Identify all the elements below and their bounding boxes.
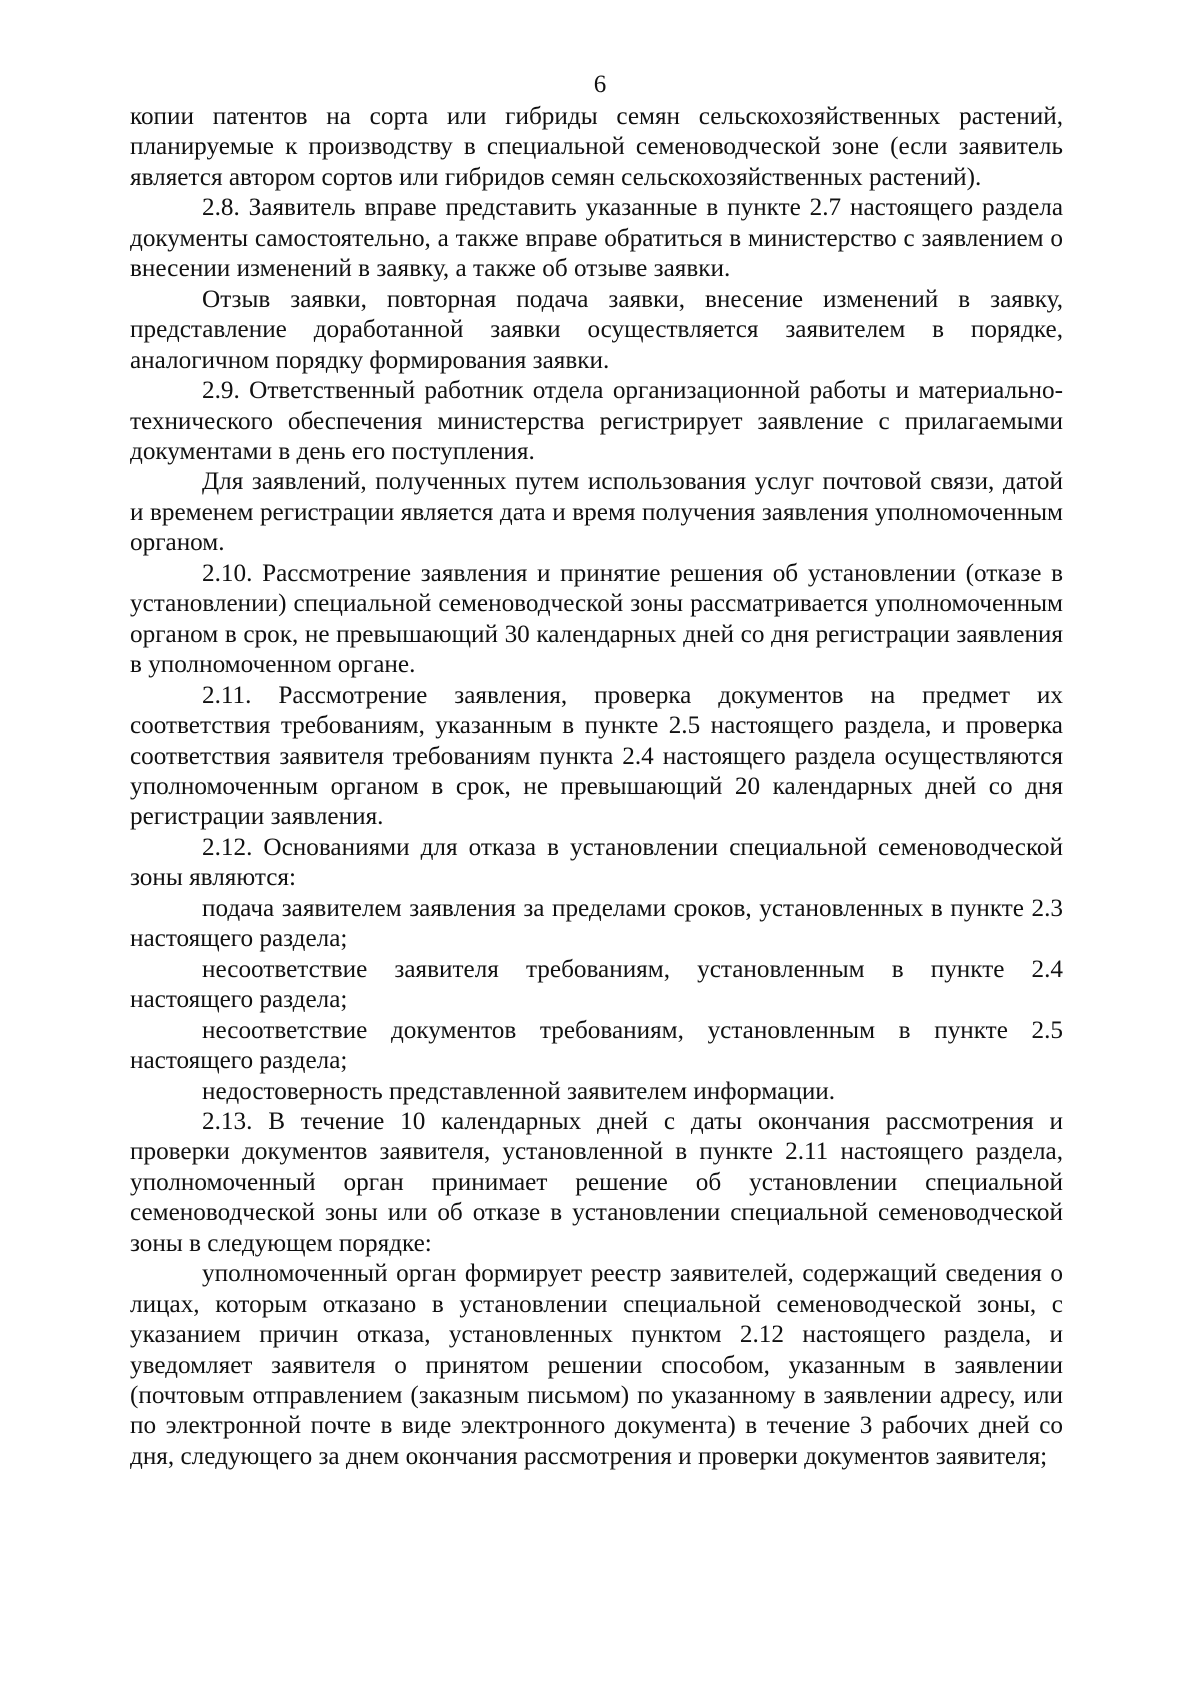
paragraph-2-12: 2.12. Основаниями для отказа в установлении специальной семеноводческой зоны являются: — [130, 833, 1063, 892]
list-item-false-information: недостоверность представленной заявителем информации. — [202, 1077, 836, 1105]
paragraph-2-11: 2.11. Рассмотрение заявления, проверка документов на предмет их соответствия требованиям, указанным в пункте 2.5 настоящего раздела, и проверка соответствия заявителя требованиям пункта 2.4 настоящего раздела осуществляются уполномоченным органом в срок, не превышающий 20 календарных дней со дня регистрации заявления. — [130, 681, 1063, 831]
paragraph-patent-copies: копии патентов на сорта или гибриды семян сельскохозяйственных растений, планируемые к производству в специальной семеноводческой зоне (если заявитель является автором сортов или гибридов семян сельскохозяйственных растений). — [130, 103, 1063, 191]
paragraph-registry-notification: уполномоченный орган формирует реестр заявителей, содержащий сведения о лицах, которым отказано в установлении специальной семеноводческой зоны, с указанием причин отказа, установленных пунктом 2.12 настоящего раздела, и уведомляет заявителя о принятом решении способом, указанным в заявлении (почтовым отправлением (заказным письмом) по указанному в заявлении адресу, или по электронной почте в виде электронного документа) в течение 3 рабочих дней со дня, следующего за днем окончания рассмотрения и проверки документов заявителя; — [130, 1260, 1063, 1470]
paragraph-2-9: 2.9. Ответственный работник отдела организационной работы и материально-технического обеспечения министерства регистрирует заявление с прилагаемыми документами в день его поступления. — [130, 377, 1063, 465]
paragraph-2-8: 2.8. Заявитель вправе представить указанные в пункте 2.7 настоящего раздела документы самостоятельно, а также вправе обратиться в министерство с заявлением о внесении изменений в заявку, а также об отзыве заявки. — [130, 194, 1063, 283]
paragraph-2-10: 2.10. Рассмотрение заявления и принятие решения об установлении (отказе в установлении) специальной семеноводческой зоны рассматривается уполномоченным органом в срок, не превышающий 30 календарных дней со дня регистрации заявления в уполномоченном органе. — [130, 559, 1063, 679]
list-item-documents-mismatch: несоответствие документов требованиям, установленным в пункте 2.5 настоящего раздела; — [130, 1016, 1063, 1075]
page-number: 6 — [593, 71, 607, 98]
list-item-applicant-mismatch: несоответствие заявителя требованиям, установленным в пункте 2.4 настоящего раздела; — [130, 955, 1063, 1014]
paragraph-application-withdrawal: Отзыв заявки, повторная подача заявки, внесение изменений в заявку, представление доработанной заявки осуществляется заявителем в порядке, аналогичном порядку формирования заявки. — [130, 285, 1063, 374]
list-item-late-submission: подача заявителем заявления за пределами сроков, установленных в пункте 2.3 настоящего раздела; — [130, 894, 1063, 953]
paragraph-postal-registration: Для заявлений, полученных путем использования услуг почтовой связи, датой и временем регистрации является дата и время получения заявления уполномоченным органом. — [130, 468, 1063, 557]
document-body — [130, 102, 1063, 1472]
paragraph-2-13: 2.13. В течение 10 календарных дней с даты окончания рассмотрения и проверки документов заявителя, установленной в пункте 2.11 настоящего раздела, уполномоченный орган принимает решение об установлении специальной семеноводческой зоны или об отказе в установлении специальной семеноводческой зоны в следующем порядке: — [130, 1107, 1063, 1257]
